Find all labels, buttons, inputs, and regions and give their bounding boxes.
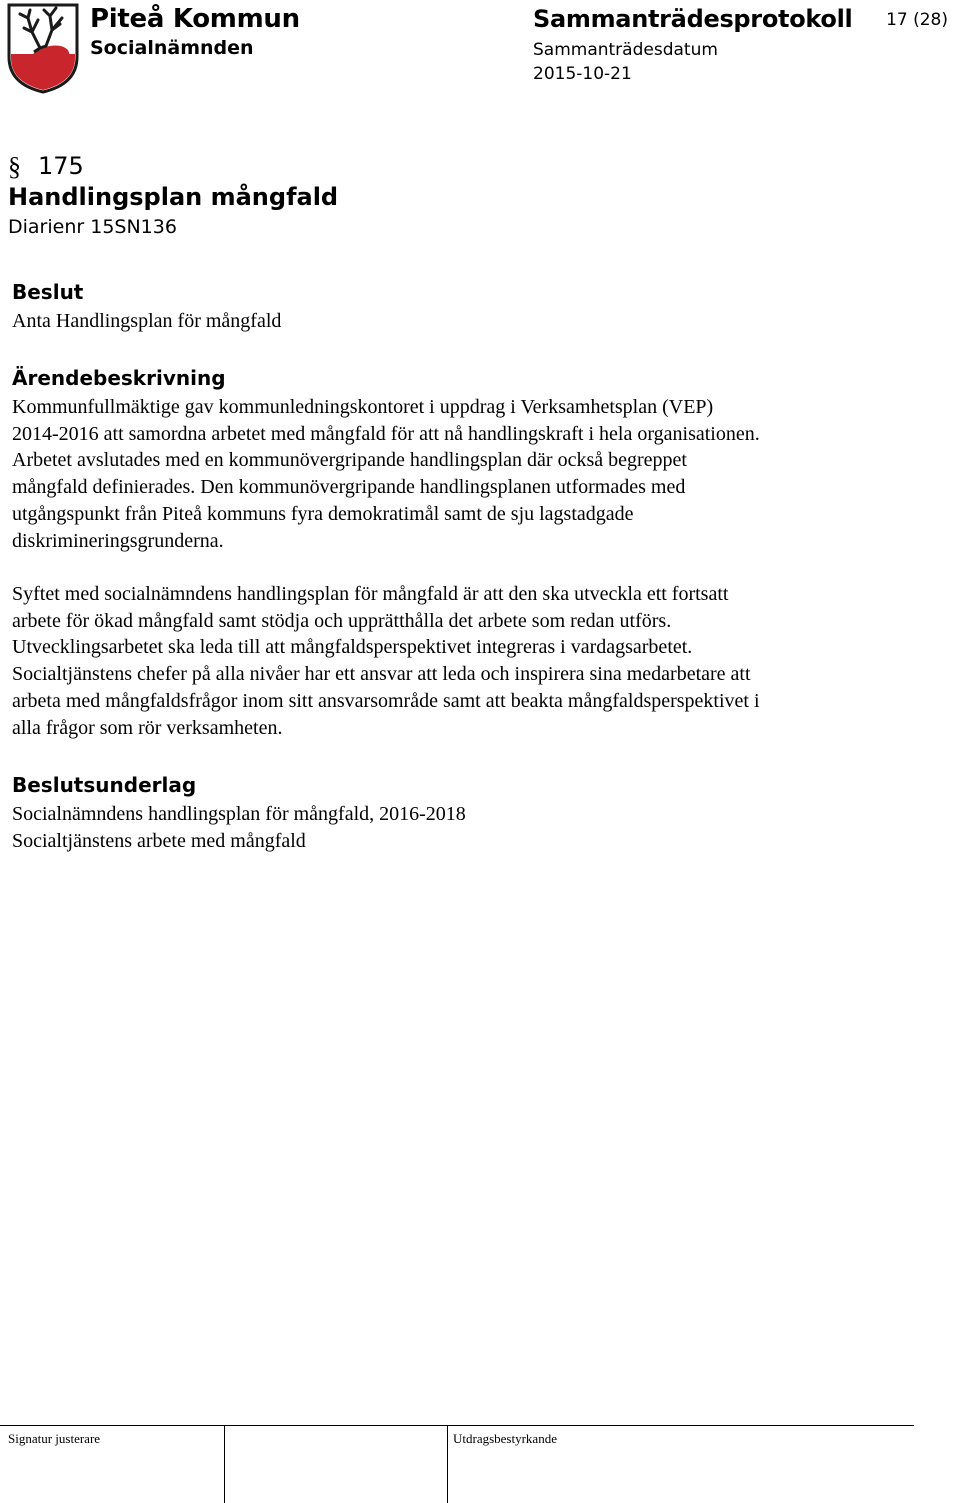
- meeting-date-value: 2015-10-21: [533, 64, 632, 84]
- paragraph-line: arbete för ökad mångfald samt stödja och upprätthålla det arbete som redan utförs.: [12, 609, 672, 632]
- decision-basis-list: [12, 801, 912, 854]
- paragraph-line: Socialtjänstens chefer på alla nivåer har ett ansvar att leda och inspirera sina medarbetare att: [12, 663, 751, 686]
- page-number: 17 (28): [886, 10, 948, 30]
- paragraph-line: diskrimineringsgrunderna.: [12, 529, 224, 552]
- document-title: Sammanträdesprotokoll: [533, 5, 853, 33]
- section-sign: §: [8, 152, 21, 181]
- case-description-heading: Ärendebeskrivning: [12, 366, 226, 390]
- decision-basis-heading: Beslutsunderlag: [12, 773, 197, 797]
- decision-line: Anta Handlingsplan för mångfald: [12, 310, 282, 332]
- item-number: 175: [38, 152, 84, 180]
- case-description-paragraph: [12, 394, 912, 554]
- decision-basis-item: Socialnämndens handlingsplan för mångfald, 2016-2018: [12, 803, 466, 825]
- decision-heading: Beslut: [12, 280, 84, 304]
- decision-text: [12, 308, 912, 335]
- meeting-date-label: Sammanträdesdatum: [533, 40, 718, 60]
- paragraph-line: Syftet med socialnämndens handlingsplan för mångfald är att den ska utveckla ett fortsatt: [12, 583, 729, 605]
- paragraph-line: alla frågor som rör verksamheten.: [12, 716, 283, 739]
- item-title: Handlingsplan mångfald: [8, 183, 339, 211]
- paragraph-line: Kommunfullmäktige gav kommunledningskontoret i uppdrag i Verksamhetsplan (VEP): [12, 396, 714, 418]
- purpose-paragraph: [12, 581, 912, 741]
- organization-name: Piteå Kommun: [90, 4, 300, 34]
- paragraph-line: 2014-2016 att samordna arbetet med mångfald för att nå handlingskraft i hela organisationen.: [12, 422, 760, 445]
- paragraph-line: mångfald definierades. Den kommunövergripande handlingsplanen utformades med: [12, 476, 686, 499]
- footer-divider: [0, 1425, 914, 1426]
- footer-column-divider: [447, 1425, 448, 1503]
- diary-number: Diarienr 15SN136: [8, 216, 177, 238]
- paragraph-line: Arbetet avslutades med en kommunövergripande handlingsplan där också begreppet: [12, 449, 687, 472]
- paragraph-line: utgångspunkt från Piteå kommuns fyra demokratimål samt de sju lagstadgade: [12, 502, 634, 525]
- paragraph-line: arbeta med mångfaldsfrågor inom sitt ansvarsområde samt att beakta mångfaldsperspektivet i: [12, 689, 760, 712]
- footer-column-divider: [224, 1425, 225, 1503]
- decision-basis-item: Socialtjänstens arbete med mångfald: [12, 829, 306, 852]
- municipality-coat-of-arms-logo: [6, 2, 80, 94]
- paragraph-line: Utvecklingsarbetet ska leda till att mångfaldsperspektivet integreras i vardagsarbetet.: [12, 636, 693, 659]
- footer-certification-label: Utdragsbestyrkande: [453, 1431, 557, 1446]
- footer-signature-label: Signatur justerare: [8, 1431, 101, 1446]
- committee-name: Socialnämnden: [90, 37, 254, 59]
